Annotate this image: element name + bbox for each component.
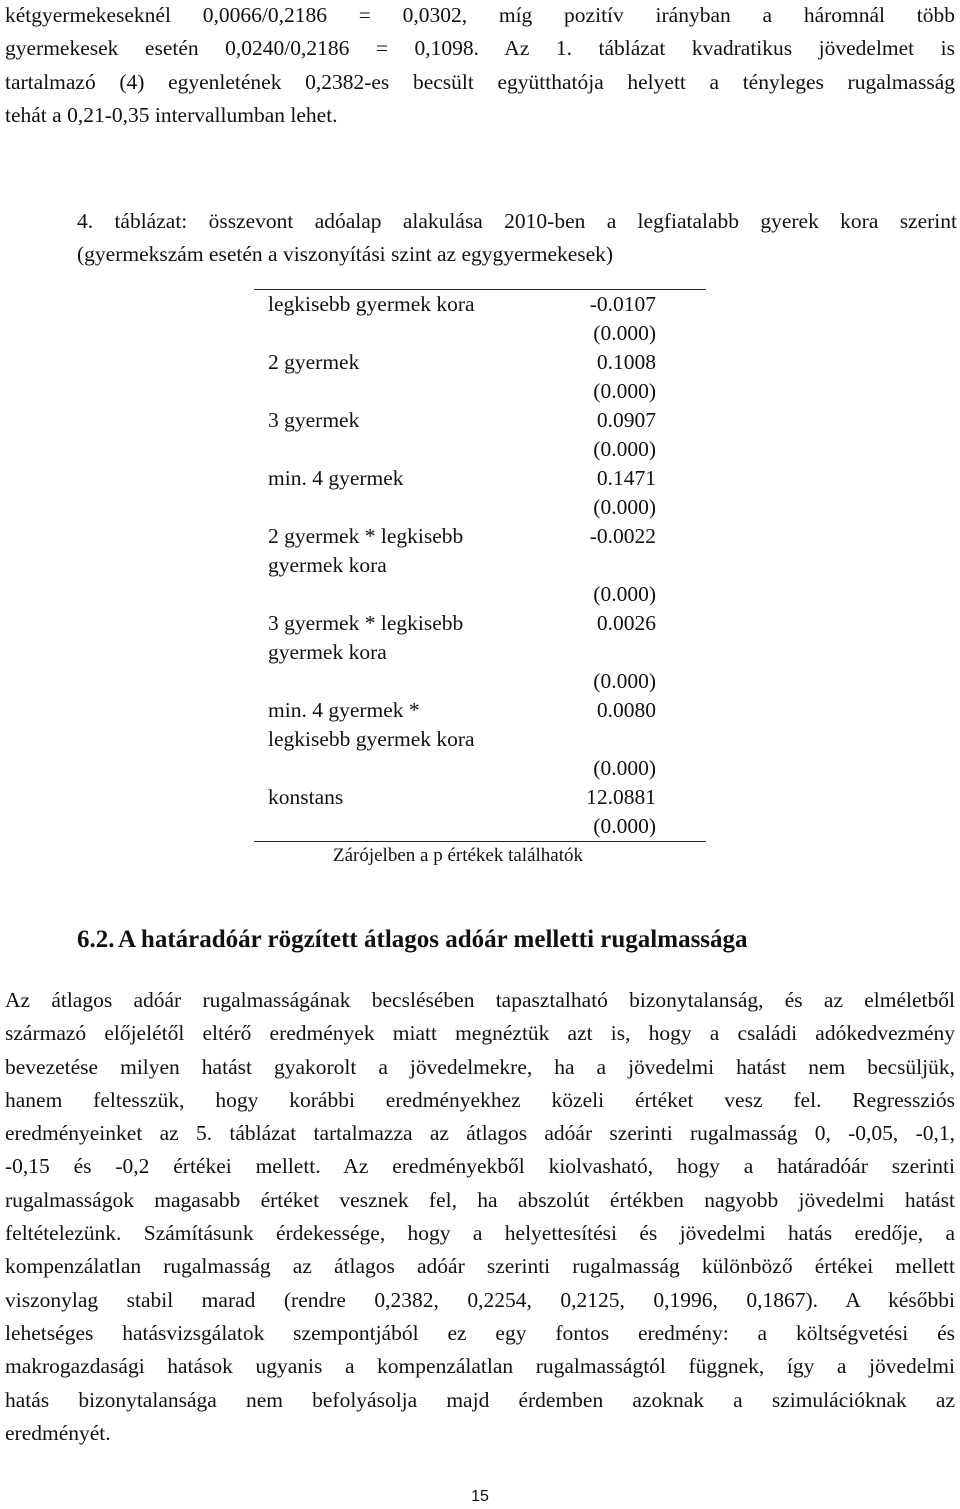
section-number: 6.2. [77, 926, 115, 953]
row-value: 12.0881 [586, 785, 656, 809]
row-label: 2 gyermek [268, 350, 360, 374]
table-row [254, 725, 706, 754]
row-value: (0.000) [593, 814, 656, 838]
row-value: (0.000) [593, 669, 656, 693]
intro-line: tartalmazó (4) egyenletének 0,2382-es becsült együtthatója helyett a tényleges rugalmasság [5, 69, 955, 94]
caption-line: (gyermekszám esetén a viszonyítási szint az egygyermekesek) [77, 242, 614, 266]
table-note: Zárójelben a p értékek találhatók [332, 845, 584, 866]
table-row [254, 551, 706, 580]
table-row [254, 783, 706, 812]
body-line: lehetséges hatásvizsgálatok szempontjából ez egy fontos eredmény: a költségvetési és [5, 1320, 955, 1345]
row-label: legkisebb gyermek kora [268, 292, 475, 316]
body-line: kompenzálatlan rugalmasság az átlagos adóár szerinti rugalmasság különböző értékei mellett [5, 1254, 955, 1279]
row-value: (0.000) [593, 495, 656, 519]
table-body [254, 290, 706, 841]
intro-line: kétgyermekeseknél 0,0066/0,2186 = 0,0302, míg pozitív irányban a háromnál több [5, 3, 955, 27]
row-value: (0.000) [593, 582, 656, 606]
row-label: 2 gyermek * legkisebb [268, 524, 464, 548]
table-row [254, 406, 706, 435]
body-line: hanem feltesszük, hogy korábbi eredményekhez közeli értéket vesz fel. Regressziós [5, 1087, 955, 1112]
table-row [254, 377, 706, 406]
regression-table [254, 289, 706, 868]
row-label: 3 gyermek * legkisebb [268, 611, 464, 635]
body-paragraph [5, 984, 955, 1450]
body-line: hatás bizonytalansága nem befolyásolja majd érdemben azoknak a szimulációknak az [5, 1387, 955, 1412]
table-row [254, 493, 706, 522]
table-row [254, 754, 706, 783]
section-heading [77, 926, 748, 954]
table-row [254, 290, 706, 319]
row-label: gyermek kora [268, 553, 387, 577]
row-value: (0.000) [593, 379, 656, 403]
row-value: 0.0907 [596, 408, 656, 432]
body-line: származó előjelétől eltérő eredmények miatt megnéztük azt is, hogy a családi adókedvezmény [5, 1021, 955, 1046]
row-value: (0.000) [593, 756, 656, 780]
row-label: 3 gyermek [268, 408, 360, 432]
table-row [254, 609, 706, 638]
table-row [254, 464, 706, 493]
table-row [254, 812, 706, 841]
body-line: -0,15 és -0,2 értékei mellett. Az eredményekből kiolvasható, hogy a határadóár szerinti [5, 1154, 955, 1179]
table-caption [77, 205, 957, 271]
row-label: min. 4 gyermek [268, 466, 404, 490]
row-value: 0.1008 [596, 350, 656, 374]
table-row [254, 522, 706, 551]
intro-line: gyermekesek esetén 0,0240/0,2186 = 0,1098. Az 1. táblázat kvadratikus jövedelmet is [5, 36, 955, 61]
row-value: 0.1471 [596, 466, 656, 490]
table-row [254, 319, 706, 348]
row-label: legkisebb gyermek kora [268, 727, 475, 751]
body-line: eredményét. [5, 1420, 111, 1445]
row-value: 0.0026 [596, 611, 656, 635]
row-value: 0.0080 [596, 698, 656, 722]
row-value: -0.0022 [589, 524, 656, 548]
row-value: (0.000) [593, 437, 656, 461]
table-row [254, 696, 706, 725]
section-title: A határadóár rögzített átlagos adóár melletti rugalmassága [118, 926, 748, 953]
table-row [254, 348, 706, 377]
row-label: gyermek kora [268, 640, 387, 664]
body-line: eredményeinket az 5. táblázat tartalmazza az átlagos adóár szerinti rugalmasság 0, -0,05, -0,1, [5, 1121, 955, 1146]
body-line: viszonylag stabil marad (rendre 0,2382, 0,2254, 0,2125, 0,1996, 0,1867). A későbbi [5, 1287, 955, 1312]
caption-line: 4. táblázat: összevont adóalap alakulása 2010-ben a legfiatalabb gyerek kora szerint [77, 209, 957, 233]
intro-paragraph [5, 0, 955, 132]
table-row [254, 580, 706, 609]
intro-line: tehát a 0,21-0,35 intervallumban lehet. [5, 102, 338, 127]
table-row [254, 667, 706, 696]
body-line: bevezetése milyen hatást gyakorolt a jövedelmekre, ha a jövedelmi hatást nem becsüljük, [5, 1054, 955, 1079]
row-value: -0.0107 [589, 292, 656, 316]
body-line: Az átlagos adóár rugalmasságának becslésében tapasztalható bizonytalanság, és az elméletből [5, 988, 955, 1012]
row-label: min. 4 gyermek * [268, 698, 420, 722]
body-line: rugalmasságok magasabb értéket vesznek fel, ha abszolút értékben nagyobb jövedelmi hatást [5, 1187, 955, 1212]
table-row [254, 638, 706, 667]
body-line: makrogazdasági hatások ugyanis a kompenzálatlan rugalmasságtól függnek, így a jövedelmi [5, 1354, 955, 1379]
body-line: feltételezünk. Számításunk érdekessége, hogy a helyettesítési és jövedelmi hatás eredője, a [5, 1221, 955, 1246]
table-row [254, 435, 706, 464]
page-number: 15 [471, 1488, 489, 1505]
row-value: (0.000) [593, 321, 656, 345]
row-label: konstans [268, 785, 344, 809]
